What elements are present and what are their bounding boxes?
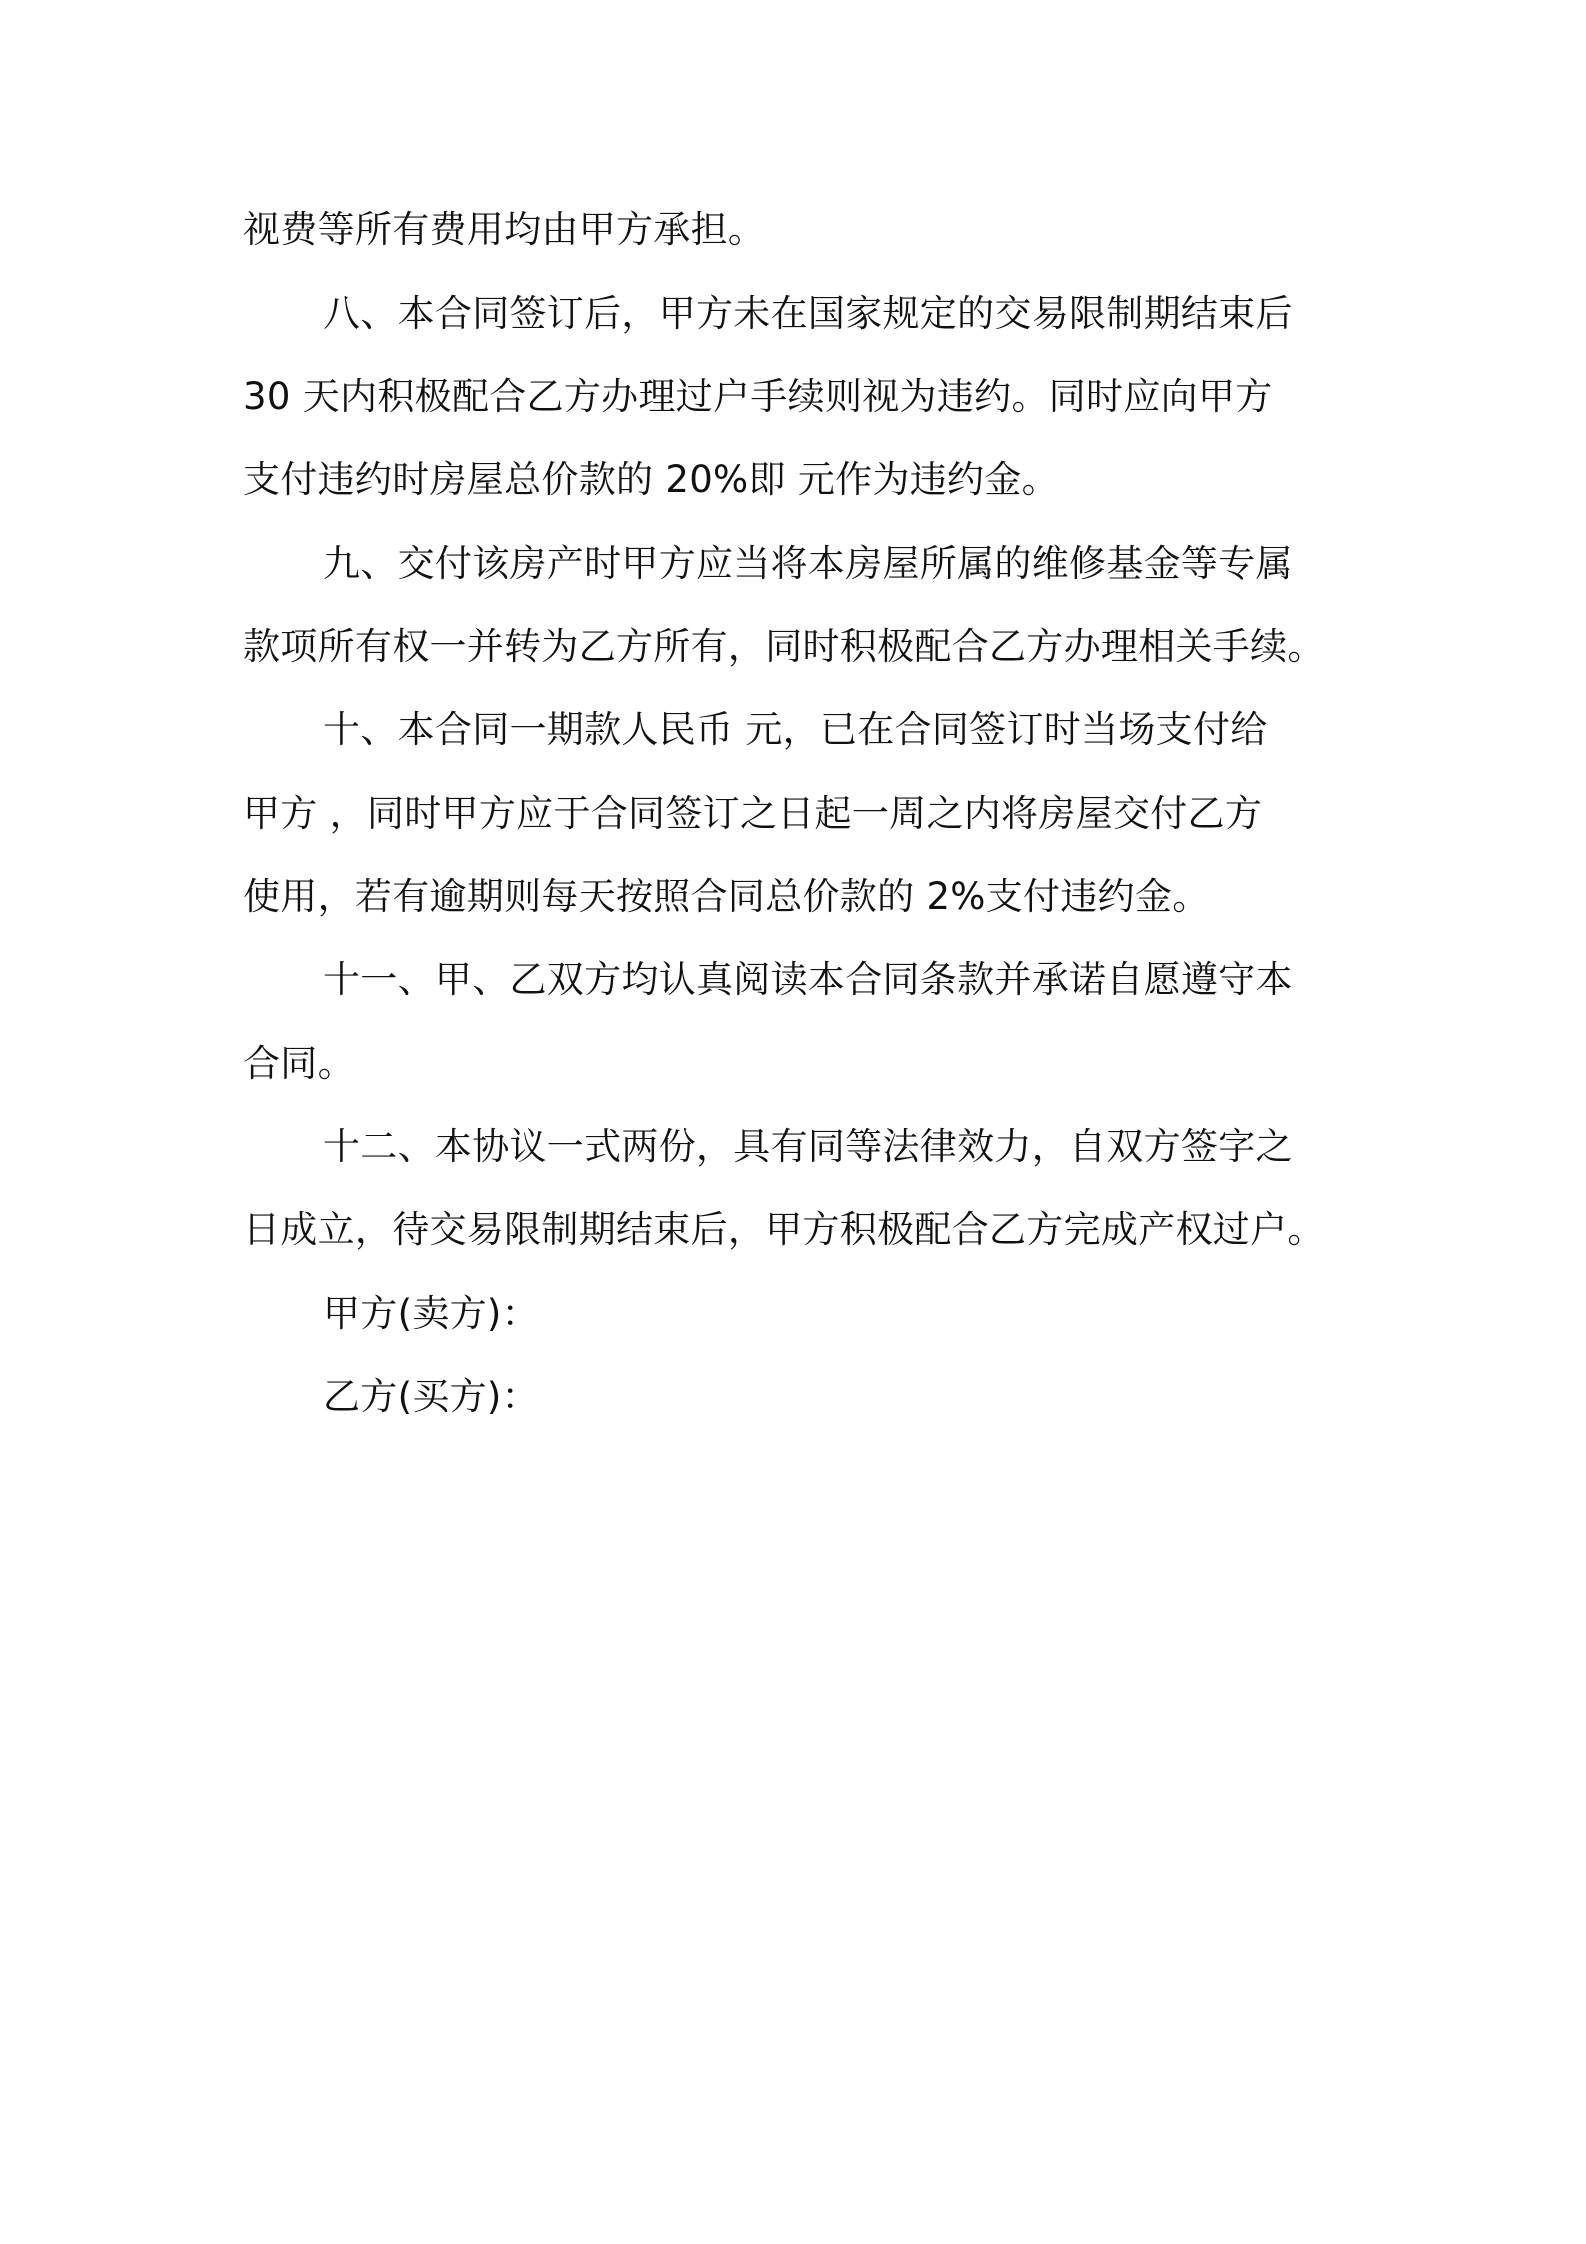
party-b-signature-label: 乙方(买方)： <box>323 1375 539 1418</box>
clause-10-line-1: 十、本合同一期款人民币 元，已在合同签订时当场支付给 <box>323 708 1268 751</box>
clause-11-line-1: 十一、甲、乙双方均认真阅读本合同条款并承诺自愿遵守本 <box>323 958 1293 1001</box>
clause-10-line-2: 甲方 ，同时甲方应于合同签订之日起一周之内将房屋交付乙方 <box>243 792 1263 835</box>
clause-12-line-2: 日成立，待交易限制期结束后，甲方积极配合乙方完成产权过户。 <box>243 1208 1325 1251</box>
party-a-signature-label: 甲方(卖方)： <box>323 1292 539 1335</box>
clause-9-line-2: 款项所有权一并转为乙方所有，同时积极配合乙方办理相关手续。 <box>243 625 1325 668</box>
clause-8-line-3: 支付违约时房屋总价款的 20%即 元作为违约金。 <box>243 458 1059 501</box>
clause-8-line-1: 八、本合同签订后，甲方未在国家规定的交易限制期结束后 <box>323 292 1293 335</box>
clause-12-line-1: 十二、本协议一式两份，具有同等法律效力，自双方签字之 <box>323 1125 1293 1168</box>
clause-10-line-3: 使用，若有逾期则每天按照合同总价款的 2%支付违约金。 <box>243 875 1210 918</box>
clause-11-line-2: 合同。 <box>243 1042 355 1085</box>
paragraph-7-continuation: 视费等所有费用均由甲方承担。 <box>243 208 766 251</box>
clause-9-line-1: 九、交付该房产时甲方应当将本房屋所属的维修基金等专属 <box>323 542 1293 585</box>
clause-8-line-2: 30 天内积极配合乙方办理过户手续则视为违约。同时应向甲方 <box>243 375 1273 418</box>
